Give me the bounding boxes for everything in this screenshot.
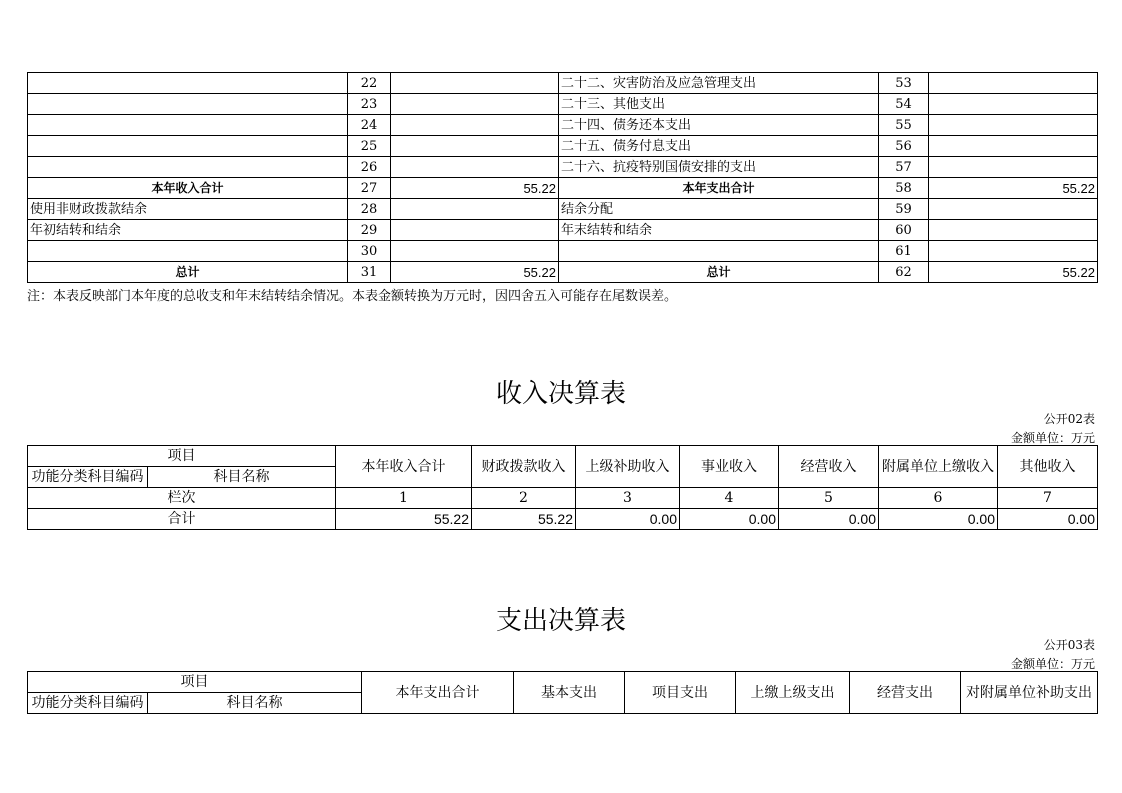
income-col-header: 本年收入合计 [336,446,472,488]
balance-table-row [28,220,1098,241]
balance-table-row [28,157,1098,178]
balance-left-line-no: 29 [348,220,391,241]
balance-right-line-no: 60 [879,220,929,241]
balance-right-value: 55.22 [929,262,1098,283]
balance-left-label [28,115,348,136]
balance-right-label: 本年支出合计 [559,178,879,199]
balance-left-line-no: 30 [348,241,391,262]
income-col-number: 4 [680,488,779,509]
balance-right-line-no: 59 [879,199,929,220]
balance-left-line-no: 25 [348,136,391,157]
balance-left-line-no: 24 [348,115,391,136]
balance-right-label [559,241,879,262]
balance-left-label: 使用非财政拨款结余 [28,199,348,220]
expense-table-code: 公开03表 [1043,638,1095,652]
expense-col-header: 基本支出 [514,672,625,714]
balance-right-value [929,241,1098,262]
expense-table [27,671,1098,714]
balance-left-line-no: 28 [348,199,391,220]
balance-left-label [28,241,348,262]
balance-right-line-no: 57 [879,157,929,178]
income-table [27,445,1098,530]
expense-header-name: 科目名称 [148,693,362,714]
balance-left-line-no: 26 [348,157,391,178]
expense-col-header: 上缴上级支出 [736,672,850,714]
balance-right-line-no: 53 [879,73,929,94]
expense-header-code: 功能分类科目编码 [28,693,148,714]
income-total-value: 0.00 [680,509,779,530]
income-header-name: 科目名称 [148,467,336,488]
balance-left-value [391,241,559,262]
balance-right-value [929,220,1098,241]
balance-table-row [28,178,1098,199]
balance-right-label: 二十四、债务还本支出 [559,115,879,136]
balance-right-value [929,199,1098,220]
balance-left-value [391,220,559,241]
balance-left-value [391,157,559,178]
balance-left-label: 总计 [28,262,348,283]
balance-table [27,72,1098,283]
balance-table-row [28,115,1098,136]
balance-table-row [28,73,1098,94]
income-total-value: 0.00 [779,509,879,530]
balance-table-row [28,241,1098,262]
expense-header-item: 项目 [28,672,362,693]
income-total-value: 55.22 [336,509,472,530]
balance-table-row [28,94,1098,115]
expense-col-header: 对附属单位补助支出 [961,672,1098,714]
income-col-number: 6 [879,488,998,509]
income-total-value: 0.00 [998,509,1098,530]
balance-table-row [28,199,1098,220]
balance-right-line-no: 58 [879,178,929,199]
income-header-code: 功能分类科目编码 [28,467,148,488]
balance-right-value [929,115,1098,136]
balance-left-value: 55.22 [391,178,559,199]
balance-right-value [929,136,1098,157]
balance-left-line-no: 23 [348,94,391,115]
balance-right-label: 年末结转和结余 [559,220,879,241]
balance-right-line-no: 62 [879,262,929,283]
income-table-title: 收入决算表 [495,379,626,409]
balance-left-value [391,136,559,157]
balance-right-value [929,73,1098,94]
balance-right-label: 二十三、其他支出 [559,94,879,115]
balance-right-line-no: 54 [879,94,929,115]
income-table-unit: 金额单位：万元 [1010,431,1095,445]
income-total-value: 55.22 [472,509,576,530]
balance-left-line-no: 22 [348,73,391,94]
balance-left-label [28,73,348,94]
balance-right-label: 二十六、抗疫特别国债安排的支出 [559,157,879,178]
expense-col-header: 经营支出 [850,672,961,714]
income-header-item: 项目 [28,446,336,467]
balance-right-label: 二十五、债务付息支出 [559,136,879,157]
balance-left-line-no: 27 [348,178,391,199]
balance-right-value [929,157,1098,178]
balance-left-label: 本年收入合计 [28,178,348,199]
income-col-header: 上级补助收入 [576,446,680,488]
income-col-header: 事业收入 [680,446,779,488]
income-col-number: 7 [998,488,1098,509]
balance-right-label: 结余分配 [559,199,879,220]
income-col-header: 经营收入 [779,446,879,488]
balance-left-label: 年初结转和结余 [28,220,348,241]
income-total-label: 合计 [28,509,336,530]
income-col-header: 附属单位上缴收入 [879,446,998,488]
expense-table-title: 支出决算表 [495,606,626,636]
balance-left-value [391,73,559,94]
balance-right-label: 二十二、灾害防治及应急管理支出 [559,73,879,94]
balance-right-value: 55.22 [929,178,1098,199]
balance-left-value [391,115,559,136]
income-col-header: 其他收入 [998,446,1098,488]
income-table-code: 公开02表 [1043,412,1095,426]
balance-left-value [391,199,559,220]
balance-right-line-no: 56 [879,136,929,157]
expense-col-header: 项目支出 [625,672,736,714]
balance-left-label [28,94,348,115]
income-col-number: 5 [779,488,879,509]
balance-right-line-no: 61 [879,241,929,262]
balance-table-row [28,136,1098,157]
income-total-value: 0.00 [576,509,680,530]
balance-right-value [929,94,1098,115]
income-col-number: 3 [576,488,680,509]
balance-left-value: 55.22 [391,262,559,283]
expense-table-unit: 金额单位：万元 [1010,657,1095,671]
balance-table-row [28,262,1098,283]
balance-right-label: 总计 [559,262,879,283]
balance-left-line-no: 31 [348,262,391,283]
income-col-number: 2 [472,488,576,509]
income-total-value: 0.00 [879,509,998,530]
income-col-number: 1 [336,488,472,509]
balance-right-line-no: 55 [879,115,929,136]
balance-left-value [391,94,559,115]
balance-left-label [28,136,348,157]
income-col-header: 财政拨款收入 [472,446,576,488]
balance-note: 注：本表反映部门本年度的总收支和年末结转结余情况。本表金额转换为万元时，因四舍五入可能存在尾数误差。 [27,289,678,304]
balance-left-label [28,157,348,178]
income-col-numbers-label: 栏次 [28,488,336,509]
expense-col-header: 本年支出合计 [362,672,514,714]
